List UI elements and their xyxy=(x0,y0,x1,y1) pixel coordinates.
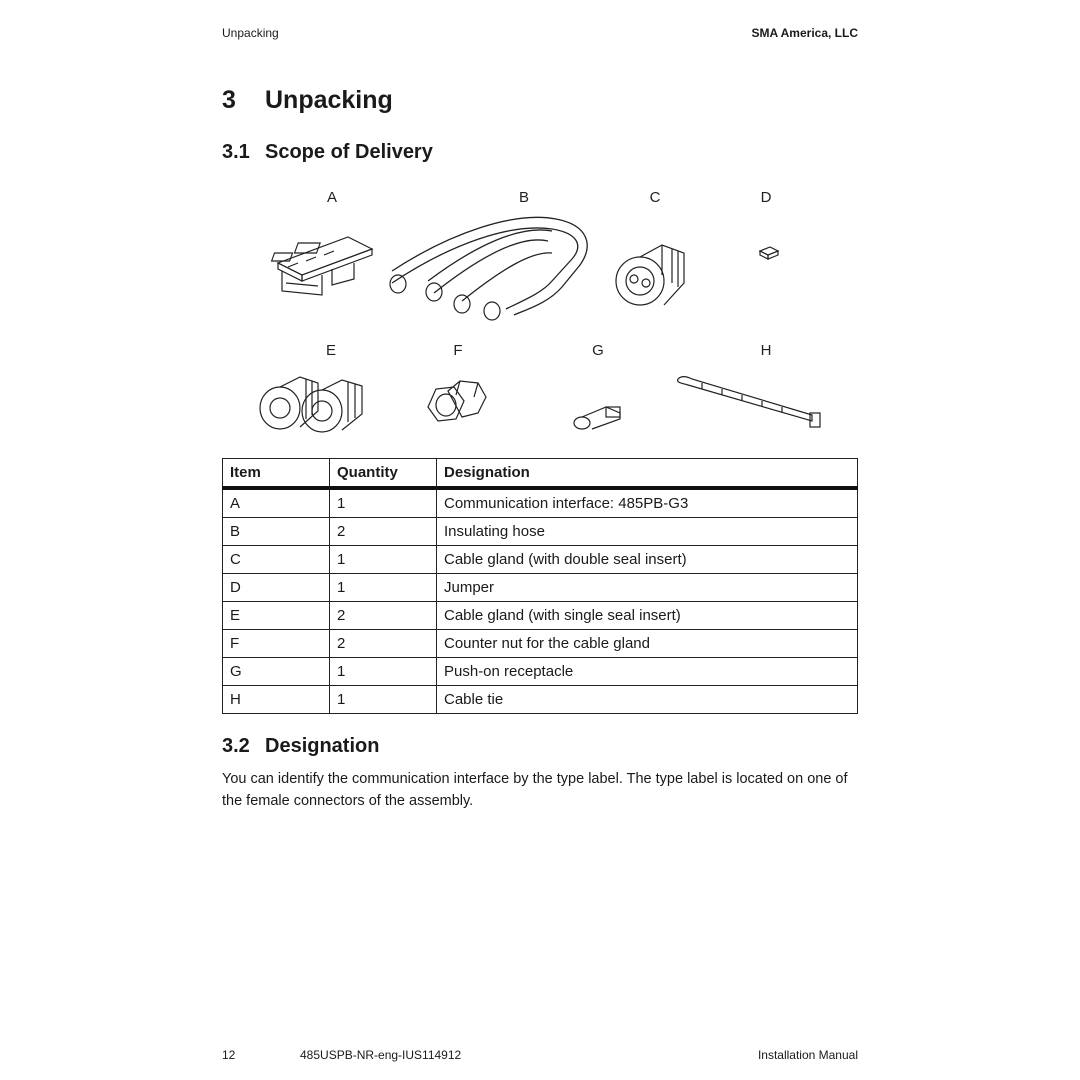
cell-designation: Cable gland (with double seal insert) xyxy=(437,546,858,574)
item-label-h: H xyxy=(760,342,772,359)
cell-quantity: 1 xyxy=(330,658,437,686)
footer-page-number: 12 xyxy=(222,1048,236,1062)
scope-of-delivery-illustration xyxy=(222,183,858,448)
section-title: Scope of Delivery xyxy=(265,141,433,163)
column-header-item: Item xyxy=(223,459,330,489)
cell-item: H xyxy=(223,686,330,714)
cell-designation: Insulating hose xyxy=(437,518,858,546)
cell-designation: Cable gland (with single seal insert) xyxy=(437,602,858,630)
table-row xyxy=(223,602,858,630)
footer-document-type: Installation Manual xyxy=(757,1048,858,1062)
chapter-title: Unpacking xyxy=(265,86,393,114)
cell-quantity: 1 xyxy=(330,686,437,714)
scope-of-delivery-table xyxy=(222,458,858,714)
table-row xyxy=(223,686,858,714)
running-header-section: Unpacking xyxy=(222,26,279,40)
table-header-row xyxy=(223,459,858,489)
communication-interface-drawing xyxy=(272,237,372,295)
item-label-c: C xyxy=(649,189,661,206)
section-number: 3.2 xyxy=(222,735,250,757)
table-row xyxy=(223,488,858,518)
push-on-receptacle-drawing xyxy=(574,407,620,429)
cell-designation: Push-on receptacle xyxy=(437,658,858,686)
item-label-f: F xyxy=(453,342,463,359)
cell-item: D xyxy=(223,574,330,602)
column-header-quantity: Quantity xyxy=(330,459,437,489)
cell-quantity: 1 xyxy=(330,546,437,574)
table-row xyxy=(223,630,858,658)
cell-designation: Communication interface: 485PB-G3 xyxy=(437,488,858,518)
cell-item: E xyxy=(223,602,330,630)
cable-tie-drawing xyxy=(678,377,820,427)
cell-item: G xyxy=(223,658,330,686)
chapter-heading xyxy=(222,86,393,115)
insulating-hose-drawing xyxy=(390,217,587,320)
cable-gland-single-seal-drawing xyxy=(260,377,362,432)
section-title: Designation xyxy=(265,735,380,757)
item-label-a: A xyxy=(326,189,338,206)
jumper-drawing xyxy=(760,247,778,259)
item-label-d: D xyxy=(760,189,772,206)
section-heading-designation xyxy=(222,735,379,758)
cell-designation: Counter nut for the cable gland xyxy=(437,630,858,658)
footer-document-id: 485USPB-NR-eng-IUS114912 xyxy=(300,1048,462,1062)
cell-quantity: 2 xyxy=(330,518,437,546)
cell-quantity: 2 xyxy=(330,630,437,658)
counter-nut-drawing xyxy=(428,381,486,421)
section-number: 3.1 xyxy=(222,141,250,163)
cell-item: A xyxy=(223,488,330,518)
cell-quantity: 2 xyxy=(330,602,437,630)
designation-paragraph: You can identify the communication interface by the type label. The type label is located on one of the female connectors of the assembly. xyxy=(222,771,848,809)
cell-quantity: 1 xyxy=(330,488,437,518)
cell-item: B xyxy=(223,518,330,546)
section-heading-scope xyxy=(222,141,433,164)
table-row xyxy=(223,658,858,686)
cable-gland-double-seal-drawing xyxy=(616,245,684,305)
chapter-number: 3 xyxy=(222,86,236,114)
table-row xyxy=(223,518,858,546)
item-label-e: E xyxy=(325,342,337,359)
table-row xyxy=(223,546,858,574)
table-row xyxy=(223,574,858,602)
item-label-b: B xyxy=(518,189,530,206)
cell-designation: Jumper xyxy=(437,574,858,602)
cell-item: C xyxy=(223,546,330,574)
running-header-company: SMA America, LLC xyxy=(751,26,858,40)
column-header-designation: Designation xyxy=(437,459,858,489)
cell-item: F xyxy=(223,630,330,658)
cell-quantity: 1 xyxy=(330,574,437,602)
cell-designation: Cable tie xyxy=(437,686,858,714)
item-label-g: G xyxy=(592,342,604,359)
